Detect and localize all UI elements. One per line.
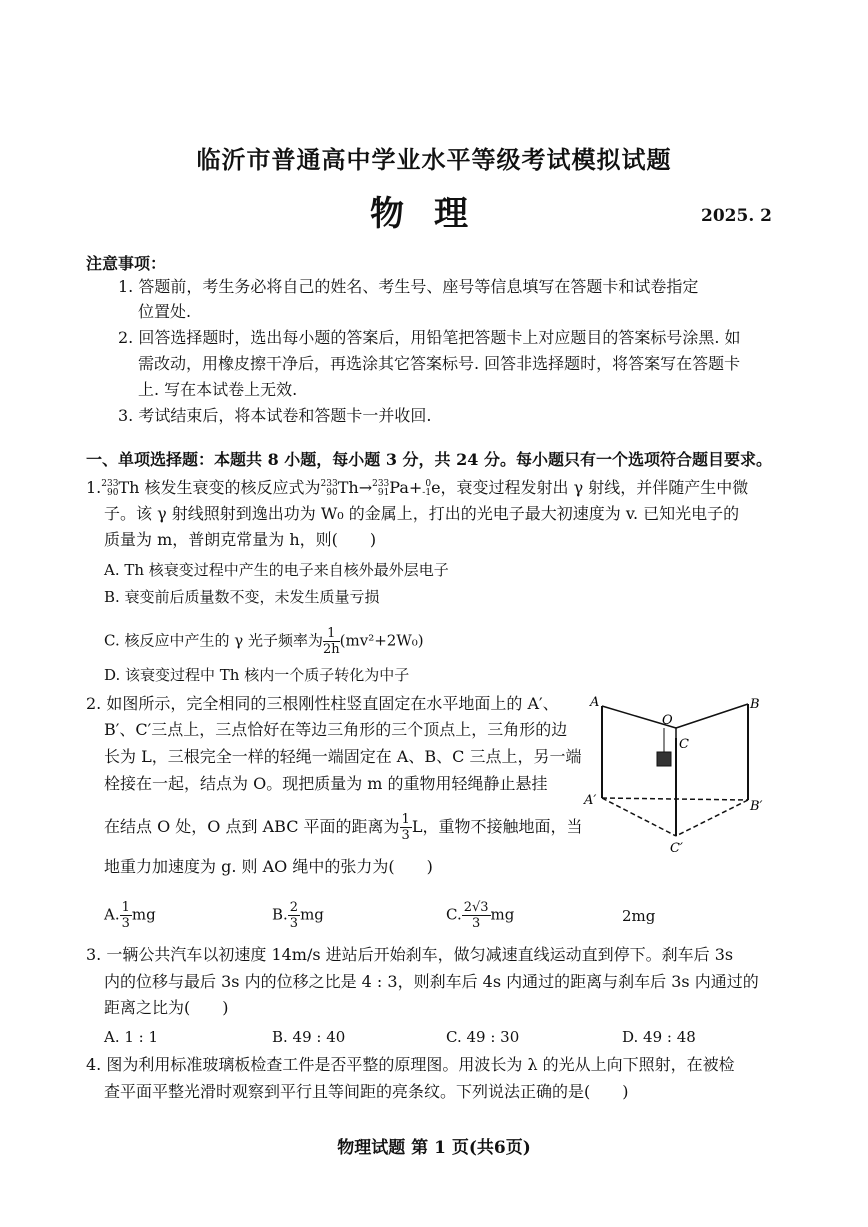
q1-text-d: e，衰变过程发射出 γ 射线，并伴随产生中微 xyxy=(431,478,749,497)
base-a-b xyxy=(602,798,748,800)
q1-option-b: B. 衰变前后质量数不变，未发生质量亏损 xyxy=(104,588,380,606)
fraction: $\frac{1}{2h}$ xyxy=(322,626,340,657)
q2-option-a: A. $\frac{1}{3}$ mg xyxy=(104,900,156,931)
notice-item: 位置处. xyxy=(138,302,192,321)
section-heading: 一、单项选择题：本题共 8 小题，每小题 3 分，共 24 分。每小题只有一个选项符合题目要求。 xyxy=(86,450,772,469)
label-a: A xyxy=(590,695,600,710)
q1-line3: 质量为 m，普朗克常量为 h，则( ) xyxy=(104,530,377,549)
th-nuclide-index: 233 90 xyxy=(101,478,119,498)
q2-line: 长为 L，三根完全一样的轻绳一端固定在 A、B、C 三点上，另一端 xyxy=(104,747,582,766)
q2-line5: 在结点 O 处，O 点到 ABC 平面的距离为 $\frac{1}{3}$ L，重物不接触地面，当 xyxy=(104,812,583,843)
q3-option-d: D. 49 : 48 xyxy=(622,1028,696,1046)
q1-text-c: Pa+ xyxy=(389,478,423,497)
q1-option-c: C. 核反应中产生的 γ 光子频率为 $\frac{1}{2h}$ (mv²+2W₀) xyxy=(104,626,424,657)
q2-line: 栓接在一起，结点为 O。现把质量为 m 的重物用轻绳静止悬挂 xyxy=(104,774,548,793)
q2-line: B′、C′三点上，三点恰好在等边三角形的三个顶点上，三角形的边 xyxy=(104,720,568,739)
q4-line: 查平面平整光滑时观察到平行且等间距的亮条纹。下列说法正确的是( ) xyxy=(104,1082,629,1101)
q2-option-d: 2mg xyxy=(622,907,656,925)
weight-block xyxy=(657,752,671,766)
q3-line: 距离之比为( ) xyxy=(104,998,229,1017)
q1-line2: 子。该 γ 射线照射到逸出功为 W₀ 的金属上，打出的光电子最大初速度为 v. 已知光电子的 xyxy=(104,504,740,523)
page-footer: 物理试题 第 1 页(共6页) xyxy=(337,1138,531,1158)
notice-item: 2. 回答选择题时，选出每小题的答案后，用铅笔把答题卡上对应题目的答案标号涂黑. 如 xyxy=(118,328,741,347)
pa-nuclide-index: 233 91 xyxy=(372,478,390,498)
label-c: C xyxy=(679,737,689,752)
notice-item: 3. 考试结束后，将本试卷和答题卡一并收回. xyxy=(118,406,432,425)
th-nuclide-index-2: 233 90 xyxy=(320,478,338,498)
exam-date: 2025. 2 xyxy=(701,206,772,226)
q3-option-a: A. 1 : 1 xyxy=(104,1028,159,1046)
q3-option-b: B. 49 : 40 xyxy=(272,1028,346,1046)
q1-option-d: D. 该衰变过程中 Th 核内一个质子转化为中子 xyxy=(104,666,410,684)
notice-item: 需改动，用橡皮擦干净后，再选涂其它答案标号. 回答非选择题时，将答案写在答题卡 xyxy=(138,354,741,373)
q4-line: 4. 图为利用标准玻璃板检查工件是否平整的原理图。用波长为 λ 的光从上向下照射，在被检 xyxy=(86,1055,735,1074)
q2-line: 2. 如图所示，完全相同的三根刚性柱竖直固定在水平地面上的 A′、 xyxy=(86,694,559,713)
label-b-prime: B′ xyxy=(750,799,763,814)
q1-text-b: Th→ xyxy=(337,478,373,497)
label-a-prime: A′ xyxy=(584,793,597,808)
q1-text-a: Th 核发生衰变的核反应式为 xyxy=(118,478,321,497)
q3-line: 内的位移与最后 3s 内的位移之比是 4 : 3，则刹车后 4s 内通过的距离与刹车后 3s 内通过的 xyxy=(104,972,759,991)
q1-line1 xyxy=(86,478,748,498)
exam-title: 临沂市普通高中学业水平等级考试模拟试题 xyxy=(196,145,672,174)
notice-item: 上. 写在本试卷上无效. xyxy=(138,380,298,399)
base-b-c xyxy=(676,800,748,836)
notice-item: 1. 答题前，考生务必将自己的姓名、考生号、座号等信息填写在答题卡和试卷指定 xyxy=(118,277,699,296)
q2-line6: 地重力加速度为 g. 则 AO 绳中的张力为( ) xyxy=(104,857,433,876)
rope-bo xyxy=(676,704,748,728)
prism-figure xyxy=(580,690,770,860)
fraction: $\frac{1}{3}$ xyxy=(401,812,410,843)
q2-option-b: B. $\frac{2}{3}$ mg xyxy=(272,900,324,931)
label-c-prime: C′ xyxy=(670,841,683,856)
q1-number: 1. xyxy=(86,478,102,497)
subject-title: 物理 xyxy=(370,194,498,234)
q2-option-c: C. $\frac{2√3}{3}$ mg xyxy=(446,900,515,931)
q3-option-c: C. 49 : 30 xyxy=(446,1028,520,1046)
label-o: O xyxy=(662,713,673,728)
notice-heading: 注意事项： xyxy=(86,254,167,273)
q1-option-a: A. Th 核衰变过程中产生的电子来自核外最外层电子 xyxy=(104,561,449,579)
electron-index: 0 -1 xyxy=(422,478,432,498)
base-a-c xyxy=(602,798,676,836)
label-b: B xyxy=(750,697,760,712)
q3-line: 3. 一辆公共汽车以初速度 14m/s 进站后开始刹车，做匀减速直线运动直到停下。刹车后 3s xyxy=(86,945,734,964)
